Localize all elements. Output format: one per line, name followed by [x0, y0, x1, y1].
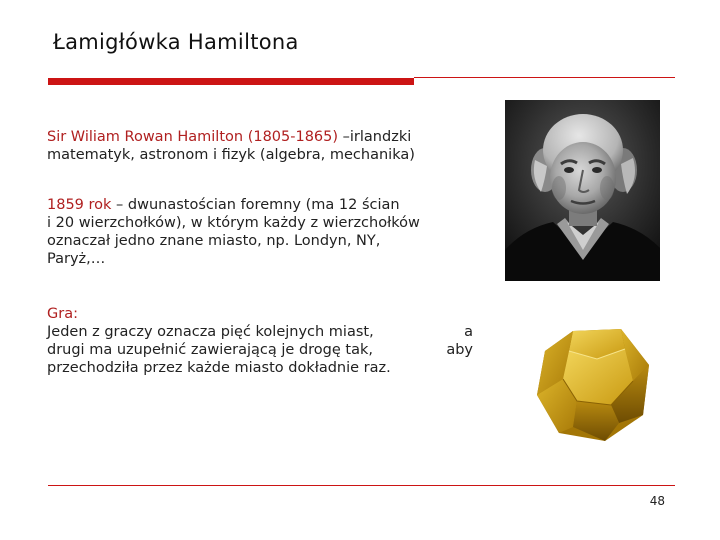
- bio-paragraph: [47, 128, 415, 164]
- footer-rule: [48, 485, 675, 486]
- title-underline-rule: [414, 77, 675, 78]
- game-heading: Gra:: [47, 306, 78, 322]
- dodecahedron-icon: [533, 323, 655, 445]
- page-number: 48: [649, 494, 665, 508]
- bio-line-2: matematyk, astronom i fizyk (algebra, mechanika): [47, 147, 415, 163]
- game-line-1: [47, 323, 473, 341]
- portrait-photo: [505, 100, 660, 281]
- dodeca-line-1-rest: – dwunastościan foremny (ma 12 ścian: [111, 197, 400, 213]
- year-label: 1859 rok: [47, 197, 112, 213]
- game-line-2-a: drugi ma uzupełnić zawierającą je drogę tak,: [47, 342, 373, 358]
- bio-line-1-rest: –irlandzki: [338, 129, 412, 145]
- bio-line-1: [47, 128, 415, 146]
- game-line-2-b: aby: [446, 342, 473, 358]
- game-line-3: przechodziła przez każde miasto dokładnie raz.: [47, 360, 391, 376]
- dodeca-line-1: [47, 196, 420, 214]
- dodeca-line-3: oznaczał jedno znane miasto, np. Londyn, NY,: [47, 233, 381, 249]
- dodeca-line-2: i 20 wierzchołków), w którym każdy z wierzchołków: [47, 215, 420, 231]
- game-line-1-b: a: [464, 324, 473, 340]
- game-line-1-a: Jeden z graczy oznacza pięć kolejnych miast,: [47, 324, 374, 340]
- dodeca-line-4: Paryż,…: [47, 251, 106, 267]
- game-paragraph: [47, 305, 473, 377]
- hamilton-name: Sir Wiliam Rowan Hamilton (1805-1865): [47, 129, 339, 145]
- game-line-2: [47, 341, 473, 359]
- title-underline-bar: [48, 78, 414, 85]
- dodecahedron-paragraph: [47, 196, 420, 268]
- slide-title: Łamigłówka Hamiltona: [53, 30, 299, 54]
